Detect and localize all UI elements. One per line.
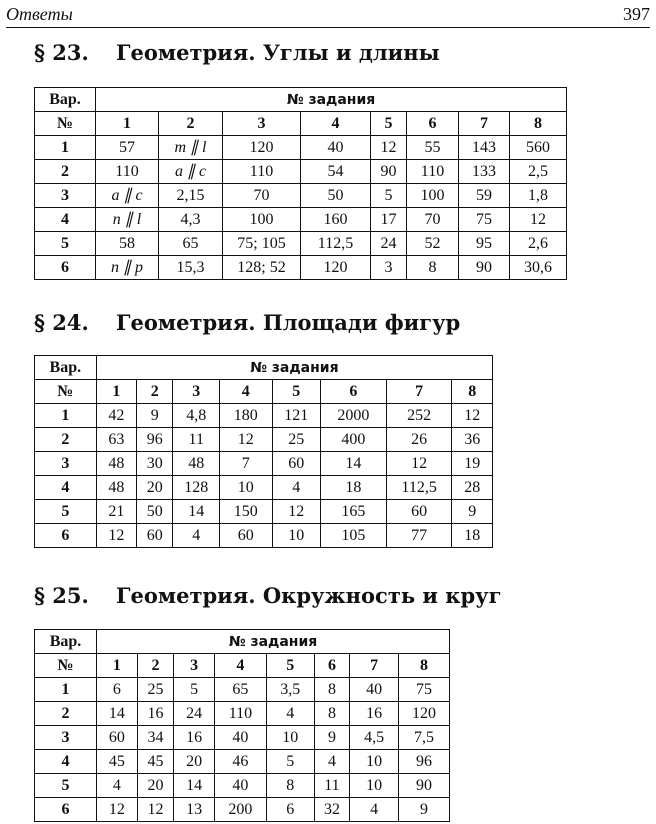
section-title: Геометрия. Углы и длины (116, 40, 440, 65)
answer-cell: 110 (223, 160, 301, 184)
column-number-row (35, 112, 567, 136)
variant-number: 6 (35, 524, 97, 548)
answer-cell: 9 (452, 500, 493, 524)
answer-cell: 63 (96, 428, 136, 452)
var-header: Вар. (35, 356, 97, 380)
answer-cell: 400 (321, 428, 387, 452)
answer-cell: 21 (96, 500, 136, 524)
answer-cell: 5 (371, 184, 407, 208)
answer-cell: 65 (159, 232, 223, 256)
answer-cell: 36 (452, 428, 493, 452)
task-column-header: 5 (371, 112, 407, 136)
answer-cell: 40 (350, 678, 399, 702)
answer-cell: 40 (214, 774, 266, 798)
answer-cell: 95 (459, 232, 510, 256)
task-column-header: 6 (321, 380, 387, 404)
task-column-header: 7 (386, 380, 452, 404)
answer-cell: 90 (399, 774, 450, 798)
section-23-heading (34, 40, 440, 65)
answer-cell: 100 (407, 184, 459, 208)
answer-cell: 16 (137, 702, 174, 726)
variant-number: 2 (35, 428, 97, 452)
answer-cell: a ∥ c (96, 184, 159, 208)
table-row (35, 702, 450, 726)
answer-cell: 9 (314, 726, 350, 750)
answer-cell: 200 (214, 798, 266, 822)
answer-cell: 17 (371, 208, 407, 232)
answer-cell: 133 (459, 160, 510, 184)
answers-table-23 (34, 87, 567, 280)
answer-cell: 60 (386, 500, 452, 524)
answer-cell: 65 (214, 678, 266, 702)
answer-cell: m ∥ l (159, 136, 223, 160)
answer-cell: 110 (96, 160, 159, 184)
column-number-row (35, 380, 493, 404)
answer-cell: 6 (266, 798, 314, 822)
answer-cell: 4 (272, 476, 321, 500)
answer-cell: 10 (266, 726, 314, 750)
answer-cell: 4 (314, 750, 350, 774)
answer-cell: 5 (266, 750, 314, 774)
answer-cell: 2000 (321, 404, 387, 428)
section-number: § 24. (34, 310, 89, 335)
answer-cell: 59 (459, 184, 510, 208)
table-row (35, 726, 450, 750)
answer-cell: 14 (97, 702, 138, 726)
answer-cell: 9 (399, 798, 450, 822)
answer-cell: 25 (272, 428, 321, 452)
answer-cell: 9 (137, 404, 173, 428)
answer-cell: 96 (137, 428, 173, 452)
answer-cell: 75; 105 (223, 232, 301, 256)
table-row (35, 428, 493, 452)
answer-cell: 2,5 (510, 160, 567, 184)
variant-no-header: № (35, 654, 97, 678)
answer-cell: 60 (272, 452, 321, 476)
answer-cell: 120 (399, 702, 450, 726)
variant-number: 5 (35, 232, 96, 256)
task-column-header: 6 (314, 654, 350, 678)
answer-cell: 40 (301, 136, 371, 160)
answer-cell: 15,3 (159, 256, 223, 280)
variant-number: 2 (35, 160, 96, 184)
table-row (35, 256, 567, 280)
answer-cell: 77 (386, 524, 452, 548)
answer-cell: 112,5 (386, 476, 452, 500)
answer-cell: 7,5 (399, 726, 450, 750)
answer-cell: 50 (301, 184, 371, 208)
answers-table-24 (34, 355, 493, 548)
answer-cell: 52 (407, 232, 459, 256)
task-column-header: 3 (223, 112, 301, 136)
answer-cell: 46 (214, 750, 266, 774)
answer-cell: 8 (407, 256, 459, 280)
answer-cell: 19 (452, 452, 493, 476)
answer-cell: 25 (137, 678, 174, 702)
answer-cell: 14 (321, 452, 387, 476)
task-column-header: 6 (407, 112, 459, 136)
table-row (35, 774, 450, 798)
answer-cell: 32 (314, 798, 350, 822)
variant-number: 1 (35, 404, 97, 428)
section-title: Геометрия. Площади фигур (116, 310, 461, 335)
task-column-header: 1 (97, 654, 138, 678)
answer-cell: 45 (97, 750, 138, 774)
answer-cell: 252 (386, 404, 452, 428)
answer-cell: 14 (174, 774, 215, 798)
answer-cell: 54 (301, 160, 371, 184)
task-column-header: 1 (96, 112, 159, 136)
table-row (35, 678, 450, 702)
answer-cell: n ∥ p (96, 256, 159, 280)
answer-cell: 10 (350, 774, 399, 798)
answer-cell: 7 (219, 452, 272, 476)
answer-cell: 3,5 (266, 678, 314, 702)
answer-cell: 110 (214, 702, 266, 726)
variant-number: 2 (35, 702, 97, 726)
answer-cell: 165 (321, 500, 387, 524)
variant-number: 4 (35, 476, 97, 500)
answer-cell: 1,8 (510, 184, 567, 208)
answer-cell: 4 (173, 524, 220, 548)
answer-cell: 28 (452, 476, 493, 500)
variant-number: 3 (35, 452, 97, 476)
answer-cell: 105 (321, 524, 387, 548)
variant-number: 6 (35, 798, 97, 822)
answer-cell: 11 (173, 428, 220, 452)
answer-cell: 60 (97, 726, 138, 750)
table-row (35, 136, 567, 160)
task-column-header: 8 (399, 654, 450, 678)
task-column-header: 7 (350, 654, 399, 678)
task-column-header: 2 (159, 112, 223, 136)
answer-cell: 4,3 (159, 208, 223, 232)
answer-cell: 12 (96, 524, 136, 548)
answer-cell: 20 (174, 750, 215, 774)
answer-cell: 150 (219, 500, 272, 524)
answer-cell: 96 (399, 750, 450, 774)
answer-cell: 3 (371, 256, 407, 280)
answer-cell: 24 (371, 232, 407, 256)
table-row (35, 476, 493, 500)
answer-cell: 12 (137, 798, 174, 822)
header-rule (6, 27, 650, 28)
task-column-header: 4 (301, 112, 371, 136)
answer-cell: 120 (301, 256, 371, 280)
variant-number: 6 (35, 256, 96, 280)
running-head (6, 4, 650, 24)
answer-cell: 45 (137, 750, 174, 774)
answer-cell: 18 (321, 476, 387, 500)
answer-cell: 180 (219, 404, 272, 428)
answer-cell: 50 (137, 500, 173, 524)
table-row (35, 232, 567, 256)
table-row (35, 524, 493, 548)
answer-cell: 20 (137, 476, 173, 500)
answer-cell: 16 (350, 702, 399, 726)
var-header: Вар. (35, 630, 97, 654)
answer-cell: 4 (97, 774, 138, 798)
answer-cell: 12 (97, 798, 138, 822)
task-number-header: № задания (96, 356, 492, 380)
task-column-header: 1 (96, 380, 136, 404)
answer-cell: 75 (399, 678, 450, 702)
answer-cell: 10 (350, 750, 399, 774)
answer-cell: 48 (173, 452, 220, 476)
answer-cell: 14 (173, 500, 220, 524)
task-column-header: 2 (137, 380, 173, 404)
task-column-header: 5 (266, 654, 314, 678)
answer-cell: 16 (174, 726, 215, 750)
answer-cell: 48 (96, 452, 136, 476)
answer-cell: 120 (223, 136, 301, 160)
answer-cell: 55 (407, 136, 459, 160)
answer-cell: a ∥ c (159, 160, 223, 184)
section-25-heading (34, 583, 501, 608)
answer-cell: 121 (272, 404, 321, 428)
table-row (35, 452, 493, 476)
header-row (35, 356, 493, 380)
variant-number: 4 (35, 208, 96, 232)
task-column-header: 4 (214, 654, 266, 678)
answer-cell: 24 (174, 702, 215, 726)
variant-number: 1 (35, 678, 97, 702)
section-number: § 23. (34, 40, 89, 65)
section-number: § 25. (34, 583, 89, 608)
answer-cell: 6 (97, 678, 138, 702)
answer-cell: 18 (452, 524, 493, 548)
answer-cell: 128 (173, 476, 220, 500)
answer-cell: 60 (137, 524, 173, 548)
answer-cell: 34 (137, 726, 174, 750)
table-row (35, 160, 567, 184)
header-row (35, 630, 450, 654)
table-row (35, 184, 567, 208)
answer-cell: 8 (314, 702, 350, 726)
task-column-header: 5 (272, 380, 321, 404)
task-column-header: 8 (452, 380, 493, 404)
variant-number: 5 (35, 500, 97, 524)
variant-no-header: № (35, 112, 96, 136)
answer-cell: 90 (371, 160, 407, 184)
task-column-header: 3 (173, 380, 220, 404)
answer-cell: 57 (96, 136, 159, 160)
task-column-header: 7 (459, 112, 510, 136)
table-row (35, 404, 493, 428)
answer-cell: 10 (219, 476, 272, 500)
table-row (35, 500, 493, 524)
answer-cell: 12 (510, 208, 567, 232)
section-24-heading (34, 310, 460, 335)
answer-cell: 12 (272, 500, 321, 524)
answer-cell: 58 (96, 232, 159, 256)
task-number-header: № задания (96, 88, 567, 112)
running-head-title: Ответы (6, 4, 73, 24)
column-number-row (35, 654, 450, 678)
answer-cell: 560 (510, 136, 567, 160)
answer-cell: 70 (407, 208, 459, 232)
variant-number: 1 (35, 136, 96, 160)
answer-cell: 12 (452, 404, 493, 428)
answer-cell: 160 (301, 208, 371, 232)
answer-cell: n ∥ l (96, 208, 159, 232)
answer-cell: 112,5 (301, 232, 371, 256)
answer-cell: 75 (459, 208, 510, 232)
answer-cell: 60 (219, 524, 272, 548)
variant-number: 5 (35, 774, 97, 798)
answer-cell: 20 (137, 774, 174, 798)
answer-cell: 8 (314, 678, 350, 702)
answer-cell: 26 (386, 428, 452, 452)
answer-cell: 30 (137, 452, 173, 476)
task-column-header: 3 (174, 654, 215, 678)
answer-cell: 4 (266, 702, 314, 726)
answer-cell: 13 (174, 798, 215, 822)
table-row (35, 798, 450, 822)
answer-cell: 143 (459, 136, 510, 160)
var-header: Вар. (35, 88, 96, 112)
answer-cell: 70 (223, 184, 301, 208)
answer-cell: 90 (459, 256, 510, 280)
variant-number: 3 (35, 184, 96, 208)
table-row (35, 750, 450, 774)
answer-cell: 42 (96, 404, 136, 428)
variant-number: 3 (35, 726, 97, 750)
answer-cell: 128; 52 (223, 256, 301, 280)
answer-cell: 11 (314, 774, 350, 798)
answer-cell: 5 (174, 678, 215, 702)
page-number: 397 (623, 4, 650, 24)
task-column-header: 2 (137, 654, 174, 678)
variant-number: 4 (35, 750, 97, 774)
header-row (35, 88, 567, 112)
answer-cell: 2,15 (159, 184, 223, 208)
variant-no-header: № (35, 380, 97, 404)
answers-table-25 (34, 629, 450, 822)
table-row (35, 208, 567, 232)
answer-cell: 2,6 (510, 232, 567, 256)
answer-cell: 4 (350, 798, 399, 822)
answer-cell: 12 (371, 136, 407, 160)
task-number-header: № задания (97, 630, 450, 654)
task-column-header: 4 (219, 380, 272, 404)
answer-cell: 10 (272, 524, 321, 548)
answer-cell: 4,8 (173, 404, 220, 428)
answer-cell: 30,6 (510, 256, 567, 280)
answer-cell: 8 (266, 774, 314, 798)
section-title: Геометрия. Окружность и круг (116, 583, 502, 608)
task-column-header: 8 (510, 112, 567, 136)
answer-cell: 40 (214, 726, 266, 750)
answer-cell: 4,5 (350, 726, 399, 750)
answer-cell: 48 (96, 476, 136, 500)
answer-cell: 100 (223, 208, 301, 232)
answer-cell: 110 (407, 160, 459, 184)
answer-cell: 12 (219, 428, 272, 452)
answer-cell: 12 (386, 452, 452, 476)
